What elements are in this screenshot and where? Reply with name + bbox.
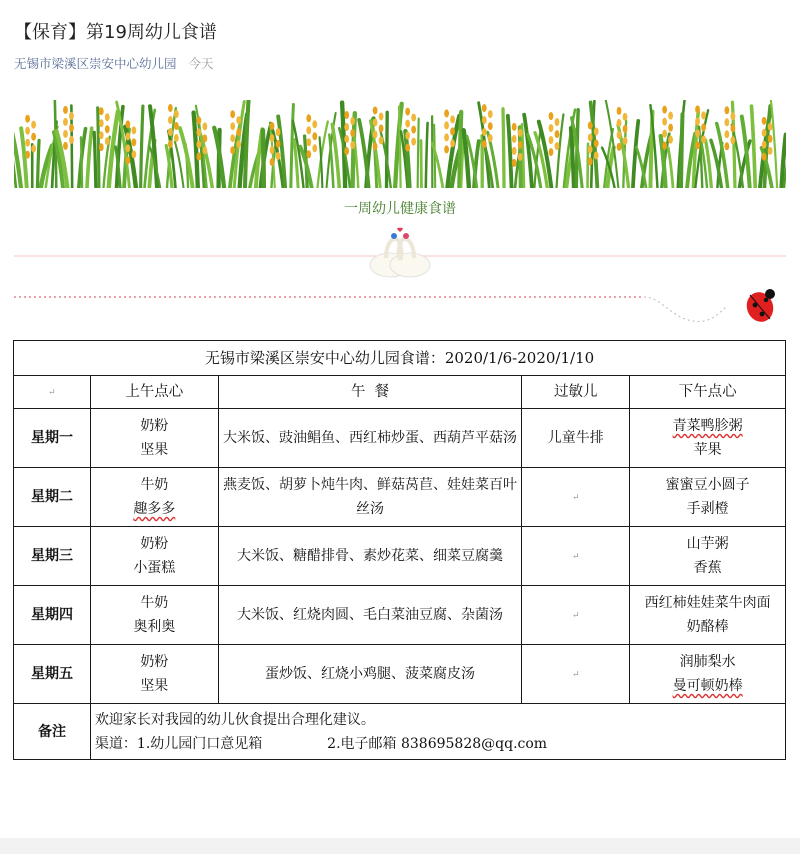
lunch-menu: 燕麦饭、胡萝卜炖牛肉、鲜菇莴苣、娃娃菜百叶丝汤 (218, 468, 522, 527)
swan-divider (14, 222, 786, 286)
note-row (14, 704, 786, 760)
ladybug-icon (743, 288, 778, 325)
morning-snack: 奶粉 小蛋糕 (90, 527, 218, 586)
table-row (14, 645, 786, 704)
afternoon-snack: 西红柿娃娃菜牛肉面 奶酪棒 (630, 586, 786, 645)
header-afternoon: 下午点心 (630, 376, 786, 409)
table-row (14, 468, 786, 527)
morning-snack: 奶粉 坚果 (90, 409, 218, 468)
article-title: 【保育】第19周幼儿食谱 (14, 22, 217, 43)
allergy-menu: 儿童牛排 (522, 409, 630, 468)
table-caption: 无锡市梁溪区崇安中心幼儿园食谱：2020/1/6-2020/1/10 (14, 341, 786, 376)
note-label: 备注 (14, 704, 91, 760)
grass-banner-illustration (14, 100, 786, 188)
header-lunch: 午 餐 (218, 376, 522, 409)
day-label: 星期五 (14, 645, 91, 704)
publish-date: 今天 (188, 56, 214, 71)
menu-table (13, 340, 786, 760)
header-blank: ↵ (14, 376, 91, 409)
note-content (90, 704, 785, 760)
day-label: 星期四 (14, 586, 91, 645)
header-allergy: 过敏儿 (522, 376, 630, 409)
lunch-menu: 大米饭、红烧肉圆、毛白菜油豆腐、杂菌汤 (218, 586, 522, 645)
note-line-2 (95, 732, 781, 756)
allergy-menu: ↵ (522, 527, 630, 586)
allergy-menu: ↵ (522, 645, 630, 704)
afternoon-snack: 润肺梨水 曼可顿奶棒 (630, 645, 786, 704)
allergy-menu: ↵ (522, 468, 630, 527)
source-link[interactable]: 无锡市梁溪区崇安中心幼儿园 (14, 56, 177, 71)
lunch-menu: 大米饭、豉油鲳鱼、西红柿炒蛋、西葫芦平菇汤 (218, 409, 522, 468)
allergy-menu: ↵ (522, 586, 630, 645)
morning-snack: 牛奶 趣多多 (90, 468, 218, 527)
page-footer-bar (0, 838, 800, 854)
day-label: 星期二 (14, 468, 91, 527)
header-morning: 上午点心 (90, 376, 218, 409)
morning-snack: 奶粉 坚果 (90, 645, 218, 704)
note-channel-email: 2.电子邮箱 838695828@qq.com (327, 735, 548, 752)
table-header-row (14, 376, 786, 409)
afternoon-snack: 青菜鸭胗粥 苹果 (630, 409, 786, 468)
article-meta (14, 54, 214, 72)
section-subtitle: 一周幼儿健康食谱 (344, 201, 456, 217)
morning-snack: 牛奶 奥利奥 (90, 586, 218, 645)
lunch-menu: 大米饭、糖醋排骨、素炒花菜、细菜豆腐羹 (218, 527, 522, 586)
ladybug-divider (14, 285, 786, 331)
note-line-1: 欢迎家长对我园的幼儿伙食提出合理化建议。 (94, 711, 375, 728)
table-row (14, 586, 786, 645)
note-channel-box: 渠道：1.幼儿园门口意见箱 (94, 735, 263, 752)
lunch-menu: 蛋炒饭、红烧小鸡腿、菠菜腐皮汤 (218, 645, 522, 704)
day-label: 星期一 (14, 409, 91, 468)
afternoon-snack: 山芋粥 香蕉 (630, 527, 786, 586)
swan-heart-icon (370, 228, 430, 277)
table-row (14, 409, 786, 468)
afternoon-snack: 蜜蜜豆小圆子 手剥橙 (630, 468, 786, 527)
day-label: 星期三 (14, 527, 91, 586)
table-row (14, 527, 786, 586)
